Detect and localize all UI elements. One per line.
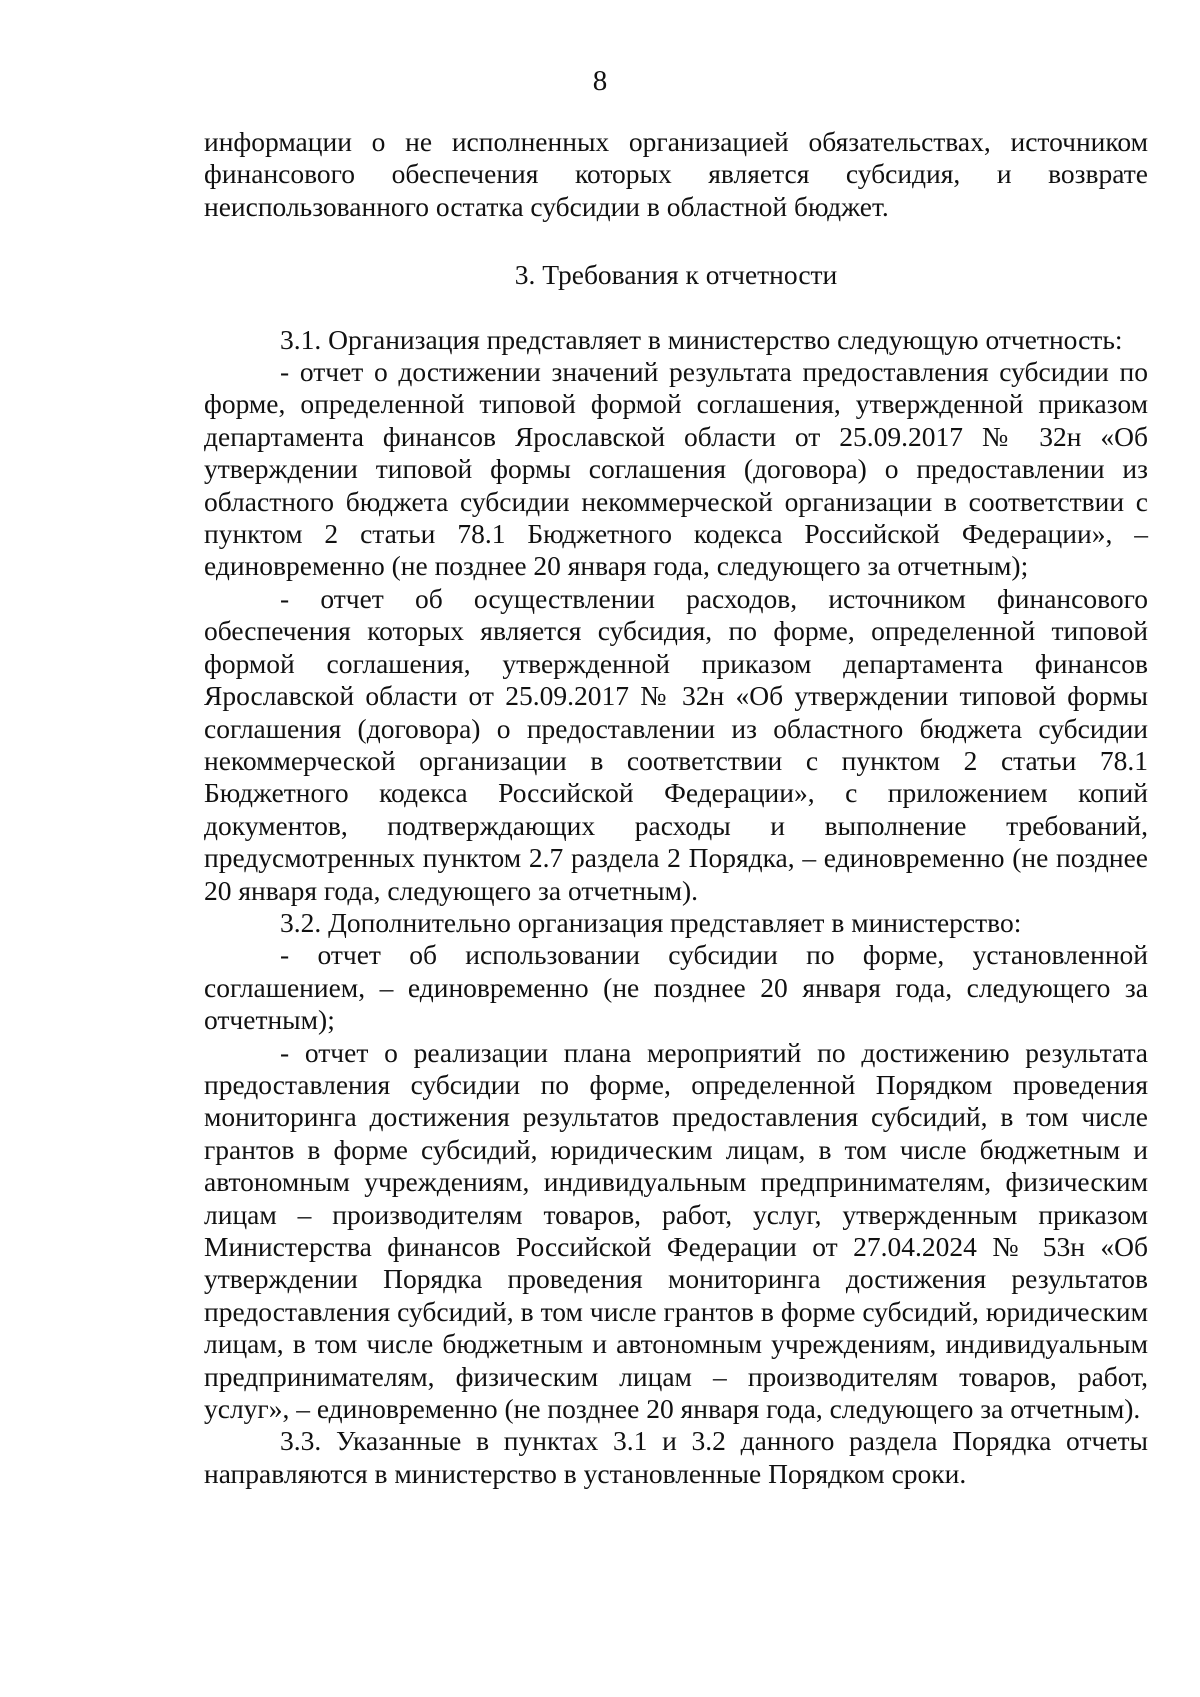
paragraph-3-2-item-1: - отчет об использовании субсидии по форме, установленной соглашением, – единовременно (не позднее 20 января года, следующего за отчетным); [204,939,1148,1036]
paragraph-3-2-item-2: - отчет о реализации плана мероприятий по достижению результата предоставления субсидии по форме, определенной Порядком проведения мониторинга достижения результатов предоставления субсидий, в том числе грантов в форме субсидий, юридическим лицам, в том числе бюджетным и автономным учреждениям, индивидуальным предпринимателям, физическим лицам – производителям товаров, работ, услуг, утвержденным приказом Министерства финансов Российской Федерации от 27.04.2024 № 53н «Об утверждении Порядка проведения мониторинга достижения результатов предоставления субсидий, в том числе грантов в форме субсидий, юридическим лицам, в том числе бюджетным и автономным учреждениям, индивидуальным предпринимателям, физическим лицам – производителям товаров, работ, услуг», – единовременно (не позднее 20 января года, следующего за отчетным). [204,1036,1148,1425]
paragraph-3-3: 3.3. Указанные в пунктах 3.1 и 3.2 данного раздела Порядка отчеты направляются в министерство в установленные Порядком сроки. [204,1425,1148,1489]
paragraph-3-1-item-1: - отчет о достижении значений результата предоставления субсидии по форме, определенной типовой формой соглашения, утвержденной приказом департамента финансов Ярославской области от 25.09.2017 № 32н «Об утверждении типовой формы соглашения (договора) о предоставлении из областного бюджета субсидии некоммерческой организации в соответствии с пунктом 2 статьи 78.1 Бюджетного кодекса Российской Федерации», – единовременно (не позднее 20 января года, следующего за отчетным); [204,356,1148,582]
paragraph-3-1-item-2: - отчет об осуществлении расходов, источником финансового обеспечения которых является субсидия, по форме, определенной типовой формой соглашения, утвержденной приказом департамента финансов Ярославской области от 25.09.2017 № 32н «Об утверждении типовой формы соглашения (договора) о предоставлении из областного бюджета субсидии некоммерческой организации в соответствии с пунктом 2 статьи 78.1 Бюджетного кодекса Российской Федерации», с приложением копий документов, подтверждающих расходы и выполнение требований, предусмотренных пунктом 2.7 раздела 2 Порядка, – единовременно (не позднее 20 января года, следующего за отчетным). [204,582,1148,906]
paragraph-3-1: 3.1. Организация представляет в министерство следующую отчетность: [280,323,1123,355]
section-heading: 3. Требования к отчетности [514,259,838,291]
document-body [204,126,1148,1490]
page-number: 8 [592,65,608,97]
intro-paragraph: информации о не исполненных организацией обязательствах, источником финансового обеспечения которых является субсидия, и возврате неиспользованного остатка субсидии в областной бюджет. [204,126,1148,222]
paragraph-3-2: 3.2. Дополнительно организация представляет в министерство: [280,906,1022,938]
